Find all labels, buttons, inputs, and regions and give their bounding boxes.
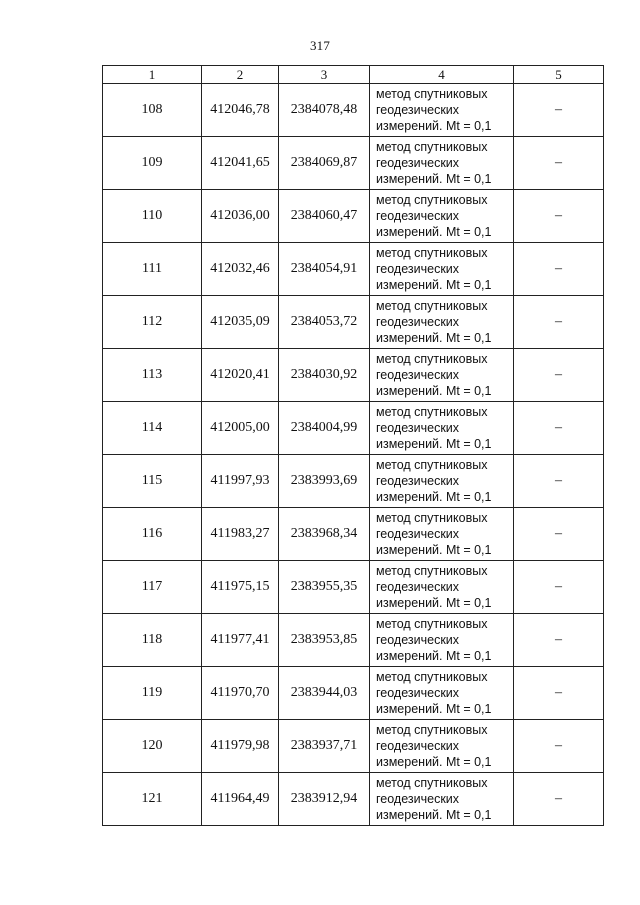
method-text-line: метод спутниковых: [376, 511, 488, 525]
column-5-cell: –: [514, 349, 604, 402]
x-coordinate-cell: 412035,09: [202, 296, 279, 349]
method-text-line: геодезических: [376, 792, 460, 806]
method-text-line: метод спутниковых: [376, 617, 488, 631]
method-text-line: геодезических: [376, 103, 460, 117]
column-5-cell: –: [514, 667, 604, 720]
method-cell: [370, 508, 514, 561]
table-row: [103, 561, 604, 614]
table-row: [103, 243, 604, 296]
method-text-line: метод спутниковых: [376, 299, 488, 313]
y-coordinate-cell: 2384069,87: [279, 137, 370, 190]
method-text-line: геодезических: [376, 368, 460, 382]
table-row: [103, 773, 604, 826]
method-text-line: измерений. Mt = 0,1: [376, 702, 492, 716]
x-coordinate-cell: 411964,49: [202, 773, 279, 826]
method-text-line: геодезических: [376, 156, 460, 170]
table-row: [103, 667, 604, 720]
method-text-line: измерений. Mt = 0,1: [376, 172, 492, 186]
column-header-5: 5: [514, 66, 604, 84]
y-coordinate-cell: 2383955,35: [279, 561, 370, 614]
y-coordinate-cell: 2384004,99: [279, 402, 370, 455]
point-number-cell: 114: [103, 402, 202, 455]
point-number-cell: 113: [103, 349, 202, 402]
y-coordinate-cell: 2384078,48: [279, 84, 370, 137]
x-coordinate-cell: 412032,46: [202, 243, 279, 296]
x-coordinate-cell: 411997,93: [202, 455, 279, 508]
method-cell: [370, 561, 514, 614]
method-text-line: метод спутниковых: [376, 670, 488, 684]
table-row: [103, 84, 604, 137]
column-5-cell: –: [514, 455, 604, 508]
table-body: [103, 84, 604, 826]
method-cell: [370, 720, 514, 773]
column-5-cell: –: [514, 402, 604, 455]
column-5-cell: –: [514, 773, 604, 826]
point-number-cell: 119: [103, 667, 202, 720]
point-number-cell: 116: [103, 508, 202, 561]
method-text-line: геодезических: [376, 739, 460, 753]
method-text-line: измерений. Mt = 0,1: [376, 225, 492, 239]
point-number-cell: 112: [103, 296, 202, 349]
point-number-cell: 108: [103, 84, 202, 137]
column-5-cell: –: [514, 296, 604, 349]
method-cell: [370, 296, 514, 349]
method-cell: [370, 349, 514, 402]
method-cell: [370, 667, 514, 720]
method-text-line: метод спутниковых: [376, 352, 488, 366]
column-5-cell: –: [514, 720, 604, 773]
method-cell: [370, 614, 514, 667]
method-text-line: метод спутниковых: [376, 723, 488, 737]
method-cell: [370, 455, 514, 508]
method-cell: [370, 402, 514, 455]
page-number: 317: [309, 38, 331, 53]
column-5-cell: –: [514, 614, 604, 667]
method-text-line: измерений. Mt = 0,1: [376, 331, 492, 345]
method-text-line: геодезических: [376, 209, 460, 223]
method-cell: [370, 84, 514, 137]
point-number-cell: 121: [103, 773, 202, 826]
method-text-line: измерений. Mt = 0,1: [376, 490, 492, 504]
method-cell: [370, 243, 514, 296]
method-text-line: метод спутниковых: [376, 405, 488, 419]
method-text-line: метод спутниковых: [376, 87, 488, 101]
method-text-line: геодезических: [376, 421, 460, 435]
method-text-line: измерений. Mt = 0,1: [376, 755, 492, 769]
method-text-line: измерений. Mt = 0,1: [376, 649, 492, 663]
point-number-cell: 111: [103, 243, 202, 296]
column-5-cell: –: [514, 190, 604, 243]
column-5-cell: –: [514, 561, 604, 614]
method-text-line: измерений. Mt = 0,1: [376, 437, 492, 451]
method-text-line: геодезических: [376, 686, 460, 700]
point-number-cell: 109: [103, 137, 202, 190]
x-coordinate-cell: 411975,15: [202, 561, 279, 614]
x-coordinate-cell: 412046,78: [202, 84, 279, 137]
y-coordinate-cell: 2384030,92: [279, 349, 370, 402]
table-row: [103, 402, 604, 455]
method-text-line: метод спутниковых: [376, 246, 488, 260]
method-text-line: метод спутниковых: [376, 458, 488, 472]
method-text-line: геодезических: [376, 580, 460, 594]
method-text-line: измерений. Mt = 0,1: [376, 278, 492, 292]
table-row: [103, 455, 604, 508]
method-text-line: геодезических: [376, 315, 460, 329]
method-text-line: метод спутниковых: [376, 564, 488, 578]
y-coordinate-cell: 2383968,34: [279, 508, 370, 561]
table-row: [103, 190, 604, 243]
y-coordinate-cell: 2383912,94: [279, 773, 370, 826]
method-text-line: метод спутниковых: [376, 193, 488, 207]
y-coordinate-cell: 2384054,91: [279, 243, 370, 296]
method-text-line: измерений. Mt = 0,1: [376, 543, 492, 557]
method-text-line: геодезических: [376, 262, 460, 276]
table-row: [103, 508, 604, 561]
method-text-line: измерений. Mt = 0,1: [376, 119, 492, 133]
method-text-line: геодезических: [376, 527, 460, 541]
y-coordinate-cell: 2384060,47: [279, 190, 370, 243]
x-coordinate-cell: 411970,70: [202, 667, 279, 720]
y-coordinate-cell: 2383953,85: [279, 614, 370, 667]
column-header-2: 2: [202, 66, 279, 84]
column-5-cell: –: [514, 84, 604, 137]
coordinates-table: [102, 65, 604, 826]
y-coordinate-cell: 2384053,72: [279, 296, 370, 349]
x-coordinate-cell: 411979,98: [202, 720, 279, 773]
method-text-line: геодезических: [376, 474, 460, 488]
method-text-line: измерений. Mt = 0,1: [376, 384, 492, 398]
y-coordinate-cell: 2383944,03: [279, 667, 370, 720]
column-header-4: 4: [370, 66, 514, 84]
x-coordinate-cell: 412005,00: [202, 402, 279, 455]
table-row: [103, 720, 604, 773]
column-header-1: 1: [103, 66, 202, 84]
column-5-cell: –: [514, 243, 604, 296]
x-coordinate-cell: 412020,41: [202, 349, 279, 402]
column-5-cell: –: [514, 508, 604, 561]
x-coordinate-cell: 412041,65: [202, 137, 279, 190]
x-coordinate-cell: 411977,41: [202, 614, 279, 667]
column-header-3: 3: [279, 66, 370, 84]
table-row: [103, 137, 604, 190]
y-coordinate-cell: 2383937,71: [279, 720, 370, 773]
point-number-cell: 110: [103, 190, 202, 243]
method-cell: [370, 773, 514, 826]
table-row: [103, 296, 604, 349]
table-row: [103, 614, 604, 667]
method-text-line: измерений. Mt = 0,1: [376, 596, 492, 610]
column-5-cell: –: [514, 137, 604, 190]
y-coordinate-cell: 2383993,69: [279, 455, 370, 508]
x-coordinate-cell: 412036,00: [202, 190, 279, 243]
table-row: [103, 349, 604, 402]
table-header-row: [103, 66, 604, 84]
point-number-cell: 117: [103, 561, 202, 614]
method-text-line: измерений. Mt = 0,1: [376, 808, 492, 822]
point-number-cell: 118: [103, 614, 202, 667]
method-text-line: метод спутниковых: [376, 140, 488, 154]
method-text-line: метод спутниковых: [376, 776, 488, 790]
method-cell: [370, 190, 514, 243]
point-number-cell: 115: [103, 455, 202, 508]
method-cell: [370, 137, 514, 190]
x-coordinate-cell: 411983,27: [202, 508, 279, 561]
point-number-cell: 120: [103, 720, 202, 773]
method-text-line: геодезических: [376, 633, 460, 647]
